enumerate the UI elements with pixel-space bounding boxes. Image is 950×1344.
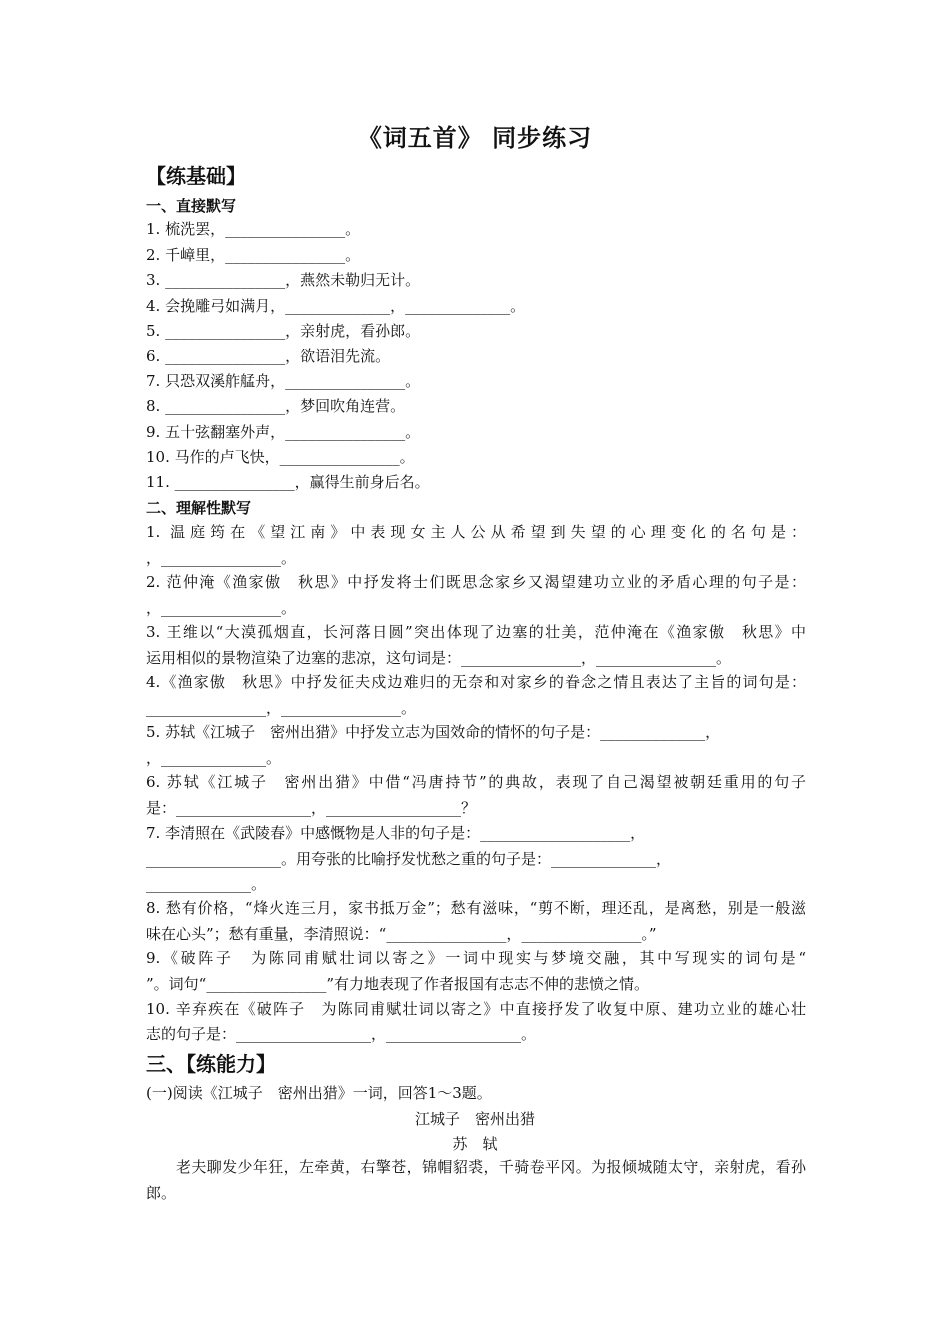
- part2-line: 6. 苏轼《江城子 密州出猎》中借“冯唐持节”的典故，表现了自己渴望被朝廷重用的句子: [146, 773, 806, 791]
- part1-item: 5. ________________，亲射虎，看孙郎。: [146, 322, 421, 340]
- part2-line: __________________。用夸张的比喻抒发忧愁之重的句子是：______________，: [146, 850, 672, 868]
- part2-line: 4.《渔家傲 秋思》中抒发征夫戍边难归的无奈和对家乡的眷念之情且表达了主旨的词句是：: [146, 673, 806, 691]
- part1-item: 9. 五十弦翻塞外声，________________。: [146, 423, 421, 441]
- part1-item: 3. ________________，燕然未勒归无计。: [146, 271, 421, 289]
- part2-line: 1. 温庭筠在《望江南》中表现女主人公从希望到失望的心理变化的名句是：: [146, 523, 806, 541]
- part1-item: 6. ________________，欲语泪先流。: [146, 347, 391, 365]
- section-ability-heading: 三、【练能力】: [146, 1052, 276, 1076]
- part2-line: 2. 范仲淹《渔家傲 秋思》中抒发将士们既思念家乡又渴望建功立业的矛盾心理的句子是：: [146, 573, 806, 591]
- page-title: 《词五首》 同步练习: [357, 124, 593, 152]
- section-basic-heading: 【练基础】: [146, 164, 246, 188]
- poem-title: 江城子 密州出猎: [414, 1110, 535, 1128]
- part2-line: 5. 苏轼《江城子 密州出猎》中抒发立志为国效命的情怀的句子是：______________，: [146, 723, 721, 741]
- part2-line: 10. 辛弃疾在《破阵子 为陈同甫赋壮词以寄之》中直接抒发了收复中原、建功立业的雄心壮: [146, 1000, 806, 1018]
- part1-item: 2. 千嶂里，________________。: [146, 246, 361, 264]
- poem-author: 苏 轼: [452, 1135, 498, 1153]
- part2-line: 味在心头”；愁有重量，李清照说：“________________，________________。”: [146, 925, 657, 943]
- part1-item: 11. ________________，赢得生前身后名。: [146, 473, 430, 491]
- part1-item: 10. 马作的卢飞快，________________。: [146, 448, 415, 466]
- part2-line: 9.《破阵子 为陈同甫赋壮词以寄之》一词中现实与梦境交融，其中写现实的词句是“: [146, 949, 806, 967]
- part2-line: 3. 王维以“大漠孤烟直，长河落日圆”突出体现了边塞的壮美，范仲淹在《渔家傲 秋思》中: [146, 623, 806, 641]
- part2-line: 运用相似的景物渲染了边塞的悲凉，这句词是：________________，________________。: [146, 649, 732, 667]
- part2-line: ，________________。: [146, 549, 297, 567]
- part1-item: 1. 梳洗罢，________________。: [146, 220, 361, 238]
- part2-line: 志的句子是：__________________，__________________。: [146, 1025, 537, 1043]
- poem-text: 老夫聊发少年狂，左牵黄，右擎苍，锦帽貂裘，千骑卷平冈。为报倾城随太守，亲射虎，看孙郎。: [146, 1158, 806, 1202]
- part2-line: 是：__________________，__________________？: [146, 799, 477, 817]
- part2-line: ”。词句“________________”有力地表现了作者报国有志志不伸的悲愤之情。: [146, 975, 650, 993]
- part2-line: 7. 李清照在《武陵春》中感慨物是人非的句子是：____________________，: [146, 824, 646, 842]
- part1-item: 7. 只恐双溪舴艋舟，________________。: [146, 372, 421, 390]
- part2-line: ，________________。: [146, 599, 297, 617]
- part2-line: ，______________。: [146, 749, 282, 767]
- reading-intro: (一)阅读《江城子 密州出猎》一词，回答1～3题。: [146, 1084, 492, 1102]
- part2-line: 8. 愁有价格，“烽火连三月，家书抵万金”；愁有滋味，“剪不断，理还乱，是离愁，别是一般滋: [146, 899, 806, 917]
- part1-item: 8. ________________，梦回吹角连营。: [146, 397, 406, 415]
- part1-heading: 一、直接默写: [146, 197, 237, 215]
- part2-heading: 二、理解性默写: [146, 499, 252, 517]
- part2-line: ________________，________________。: [146, 699, 417, 717]
- part1-item: 4. 会挽雕弓如满月，______________，______________。: [146, 297, 526, 315]
- part2-line: ______________。: [146, 875, 267, 893]
